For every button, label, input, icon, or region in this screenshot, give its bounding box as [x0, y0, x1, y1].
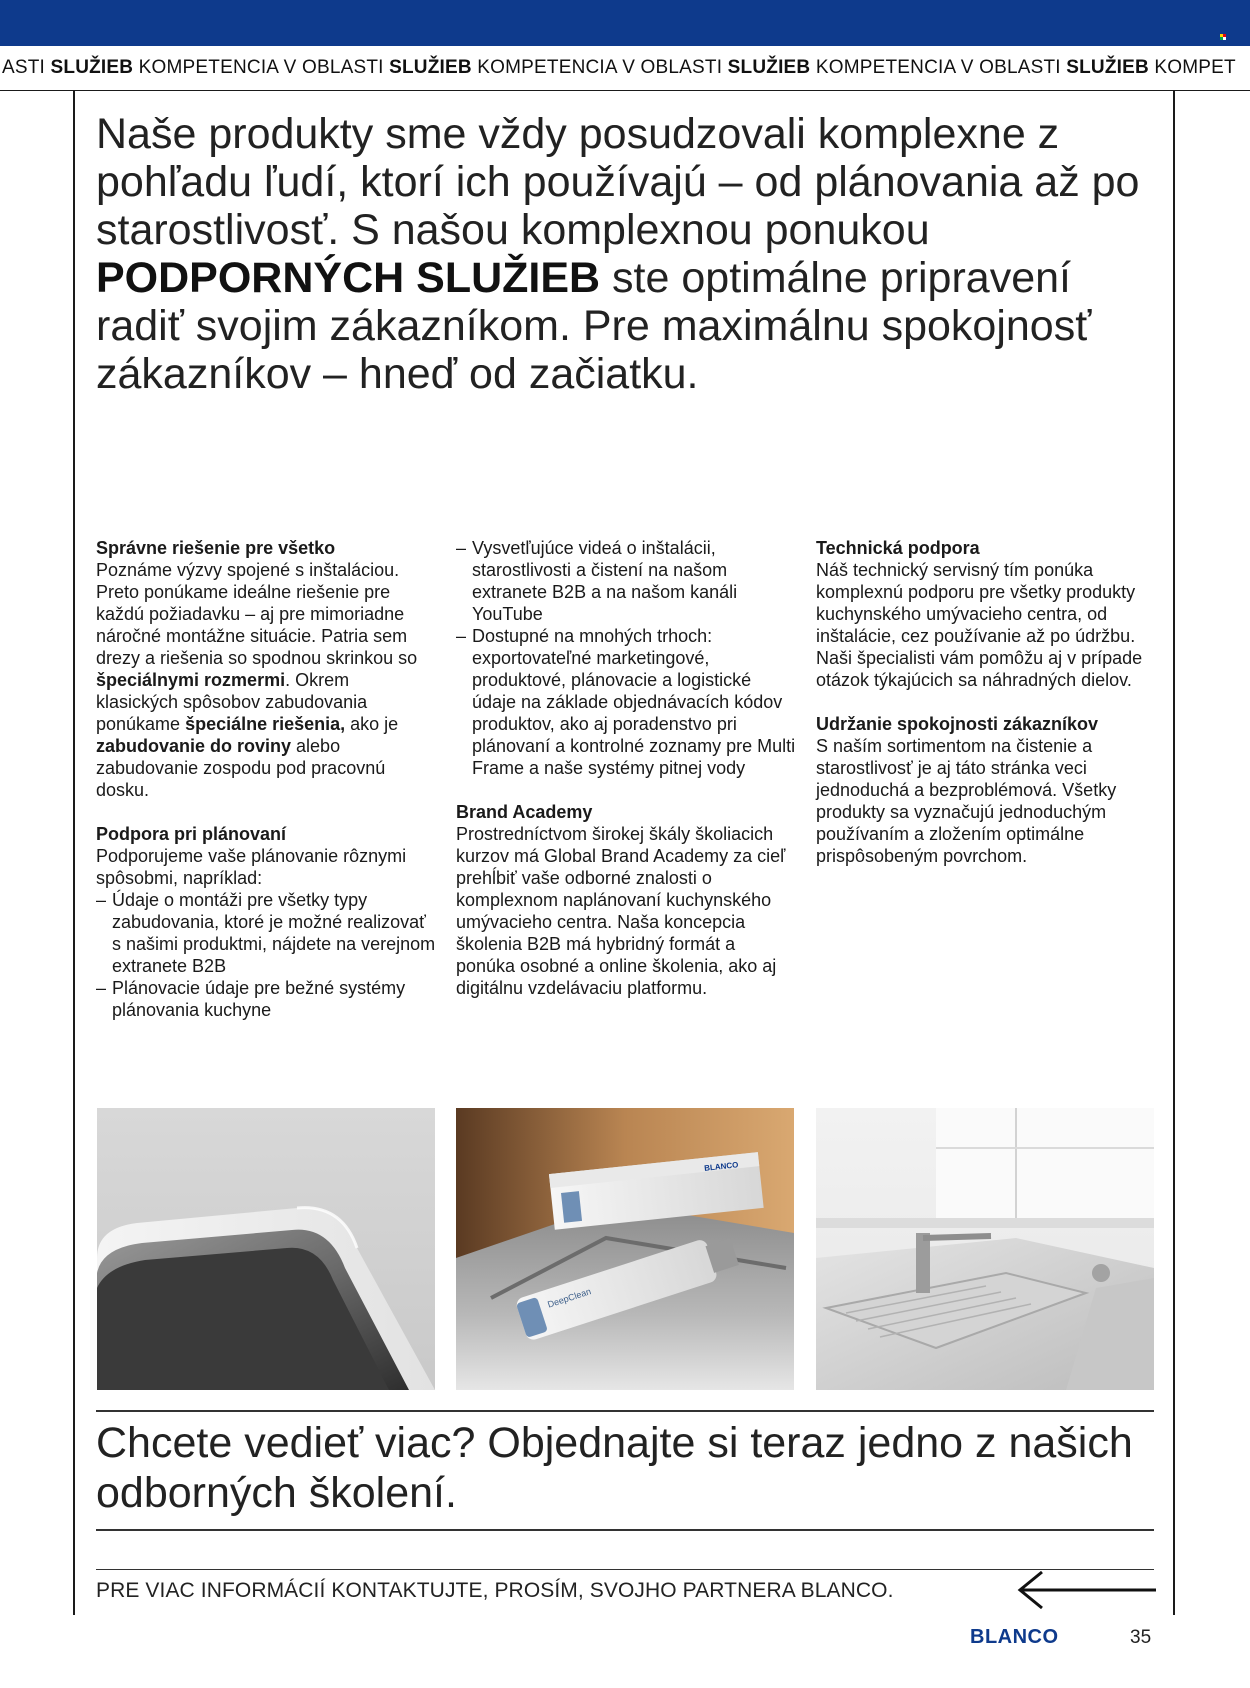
headline-emphasis: PODPORNÝCH SLUŽIEB	[96, 254, 601, 302]
section-heading: Brand Academy	[456, 802, 593, 822]
section-heading: Podpora pri plánovaní	[96, 824, 287, 844]
header-ticker	[0, 46, 1250, 91]
tube-label-text: DeepClean	[546, 1286, 593, 1310]
text-column-3	[816, 537, 1156, 867]
page-number: 35	[1130, 1627, 1152, 1648]
blanco-logo: BLANCO	[970, 1626, 1059, 1648]
call-to-action-text: Chcete vedieť viac? Objednajte si teraz jedno z našich odborných školení.	[96, 1419, 1133, 1517]
left-arrow-icon	[1012, 1568, 1156, 1612]
contact-text: PRE VIAC INFORMÁCIÍ KONTAKTUJTE, PROSÍM, SVOJHO PARTNERA BLANCO.	[96, 1579, 894, 1602]
list-item: – Vysvetľujúce videá o inštalácii, starostlivosti a čistení na našom extranete B2B a na našom kanáli YouTube	[456, 537, 796, 625]
text-column-1	[96, 537, 436, 1021]
bullet-list	[96, 889, 436, 1021]
section-paragraph: Náš technický servisný tím ponúka komplexnú podporu pre všetky produkty kuchynského umývacieho centra, od inštalácie, cez používanie až po údržbu. Naši špecialisti vám pomôžu aj v prípade otázok týkajúcich sa náhradných dielov.	[816, 560, 1143, 690]
divider-bottom	[96, 1569, 1154, 1570]
list-item: – Údaje o montáži pre všetky typy zabudovania, ktoré je možné realizovať s našimi produktmi, nájdete na verejnom extranete B2B	[96, 889, 436, 977]
section-paragraph: S naším sortimentom na čistenie a starostlivosť je aj táto stránka veci jednoduchá a bezproblémová. Všetky produkty sa vyznačujú jednoduchým používaním a zložením optimálne prispôsobeným povrchom.	[816, 736, 1117, 866]
bullet-list	[456, 537, 796, 779]
section-heading: Technická podpora	[816, 538, 980, 558]
section-paragraph: Podporujeme vaše plánovanie rôznymi spôsobmi, napríklad:	[96, 846, 407, 888]
box-brand-text: BLANCO	[703, 1160, 739, 1173]
section-heading: Udržanie spokojnosti zákazníkov	[816, 714, 1099, 734]
list-item: – Plánovacie údaje pre bežné systémy plánovania kuchyne	[96, 977, 436, 1021]
ticker-segment: KOMPETENCIA V OBLASTI SLUŽIEB	[133, 57, 472, 78]
ticker-segment: KOMPETENCIA V OBLASTI SLUŽIEB	[810, 57, 1149, 78]
sink-edge-photo	[97, 1108, 435, 1390]
ticker-segment: KOMPETENCIA V OBLASTI SLUŽIEB	[471, 57, 811, 78]
divider-middle	[96, 1529, 1154, 1531]
right-margin-line	[1173, 90, 1175, 1615]
color-dots-icon	[1220, 34, 1228, 40]
page-headline: Naše produkty sme vždy posudzovali komplexne z pohľadu ľudí, ktorí ich používajú – od plánovania až po starostlivosť. S našou komplexnou ponukou PODPORNÝCH SLUŽIEB ste optimálne pripravení radiť svojim zákazníkom. Pre maximálnu spokojnosť zákazníkov – hneď od začiatku.	[96, 110, 1140, 398]
text-column-2	[456, 537, 796, 999]
top-color-bar	[0, 0, 1250, 46]
section-paragraph: Prostredníctvom širokej škály školiacich kurzov má Global Brand Academy za cieľ prehĺbiť vaše odborné znalosti o komplexnom naplánovaní kuchynského umývacieho centra. Naša koncepcia školenia B2B má hybridný formát a ponúka osobné a online školenia, ako aj digitálnu vzdelávaciu platformu.	[456, 824, 786, 998]
kitchen-sink-photo	[816, 1108, 1154, 1390]
cleaning-product-photo	[456, 1108, 794, 1390]
ticker-segment: KOMPET	[1148, 57, 1236, 78]
section-paragraph: Poznáme výzvy spojené s inštaláciou. Preto ponúkame ideálne riešenie pre každú požiadavku – aj pre mimoriadne náročné montážne situácie. Patria sem drezy a riešenia so spodnou skrinkou so špeciálnymi rozmermi. Okrem klasických spôsobov zabudovania ponúkame špeciálne riešenia, ako je zabudovanie do roviny alebo zabudovanie zospodu pod pracovnú dosku.	[96, 560, 418, 800]
left-margin-line	[73, 90, 75, 1615]
section-heading: Správne riešenie pre všetko	[96, 538, 336, 558]
divider-top	[96, 1410, 1154, 1412]
ticker-segment: ASTI SLUŽIEB	[2, 57, 134, 78]
list-item: – Dostupné na mnohých trhoch: exportovateľné marketingové, produktové, plánovacie a logistické údaje na základe objednávacích kódov produktov, ako aj poradenstvo pri plánovaní a kontrolné zoznamy pre Multi Frame a naše systémy pitnej vody	[456, 625, 796, 779]
